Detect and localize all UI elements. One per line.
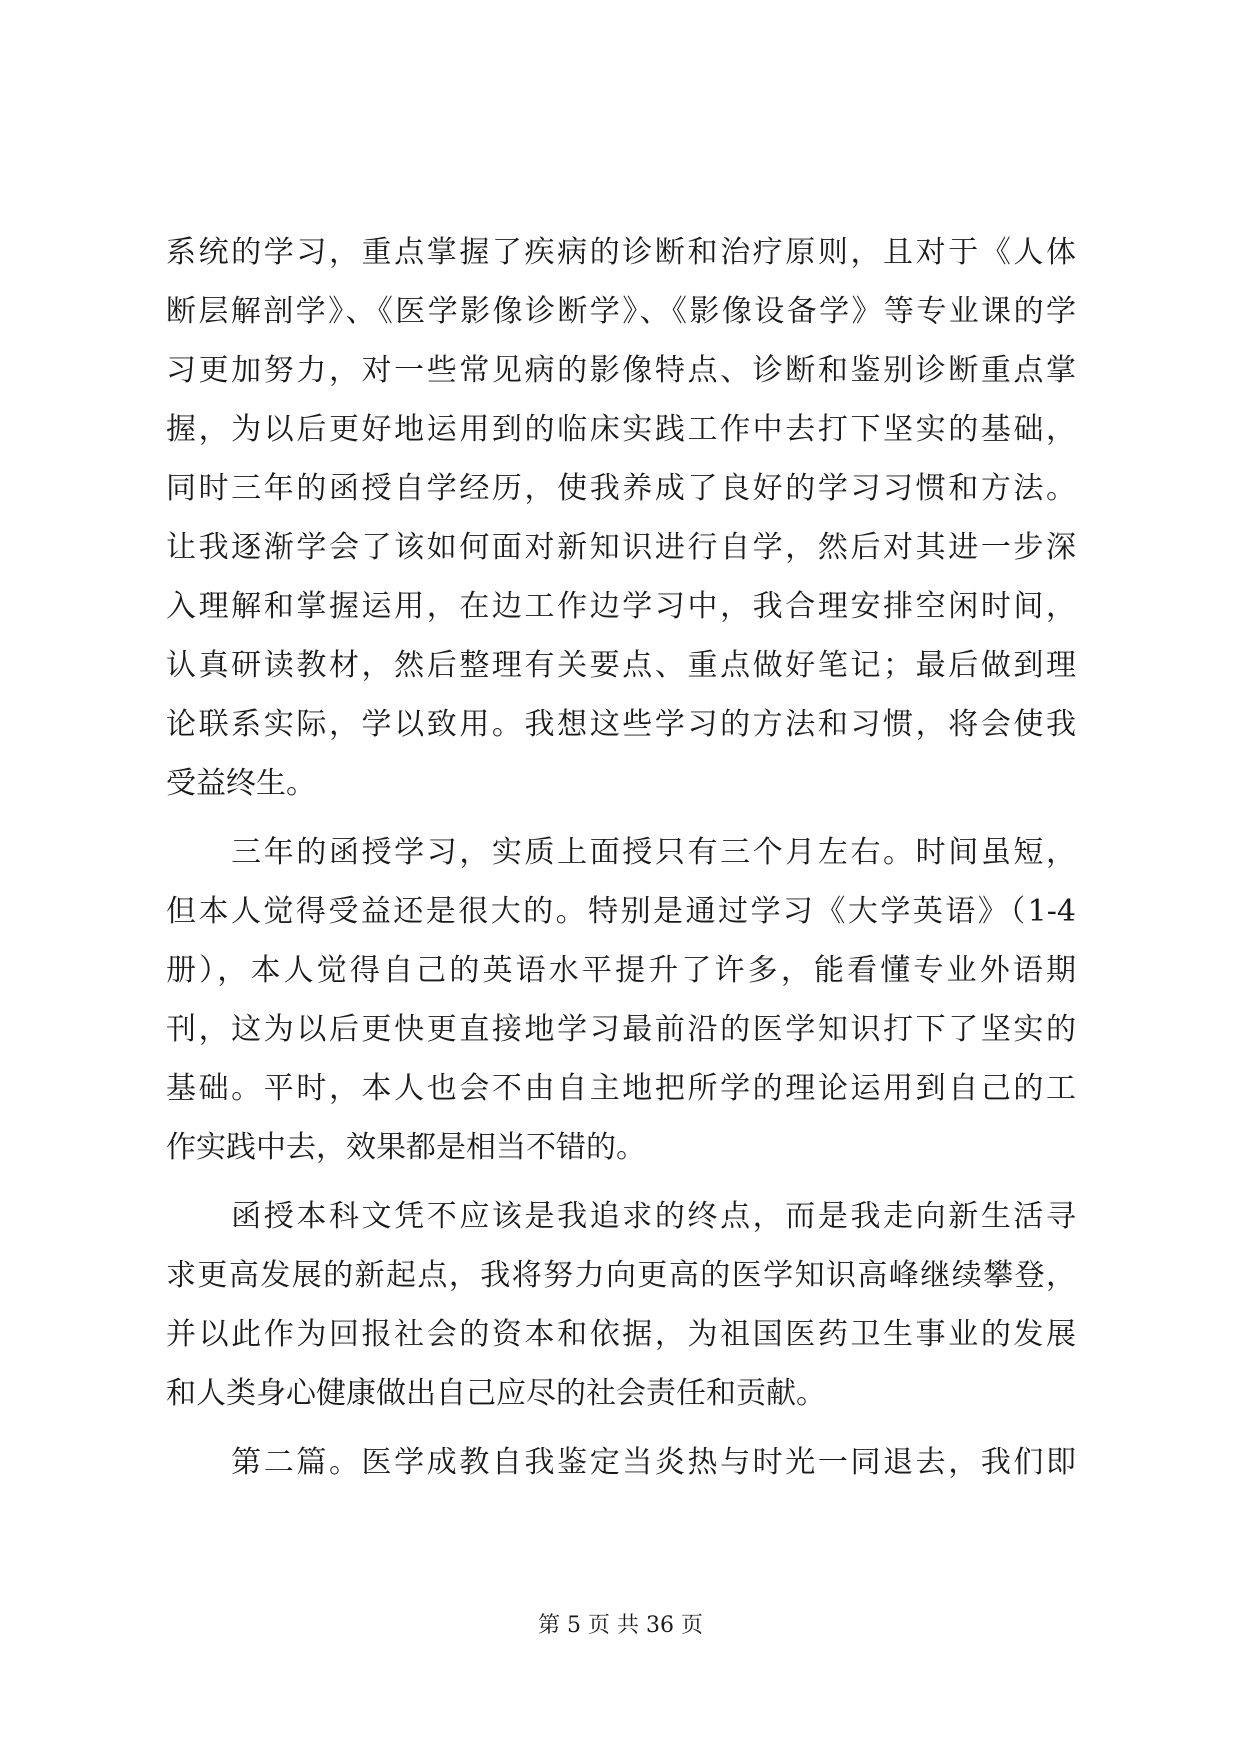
text-line: 第二篇。医学成教自我鉴定当炎热与时光一同退去，我们即 — [166, 1445, 1076, 1480]
page-number-footer: 第 5 页 共 36 页 — [538, 1613, 703, 1638]
paragraph — [166, 1187, 1076, 1423]
text-line: 论联系实际，学以致用。我想这些学习的方法和习惯，将会使我 — [166, 707, 1076, 742]
paragraph — [166, 823, 1076, 1177]
text-line: 握，为以后更好地运用到的临床实践工作中去打下坚实的基础， — [166, 412, 1076, 447]
text-line: 册），本人觉得自己的英语水平提升了许多，能看懂专业外语期 — [166, 953, 1076, 988]
text-line: 并以此作为回报社会的资本和依据，为祖国医药卫生事业的发展 — [166, 1317, 1076, 1352]
text-line: 入理解和掌握运用，在边工作边学习中，我合理安排空闲时间， — [166, 589, 1076, 624]
text-line: 求更高发展的新起点，我将努力向更高的医学知识高峰继续攀登， — [166, 1258, 1076, 1293]
text-line: 但本人觉得受益还是很大的。特别是通过学习《大学英语》（1-4 — [166, 894, 1076, 929]
text-line: 刊，这为以后更快更直接地学习最前沿的医学知识打下了坚实的 — [166, 1012, 1076, 1047]
text-line: 习更加努力，对一些常见病的影像特点、诊断和鉴别诊断重点掌 — [166, 353, 1076, 388]
text-line: 三年的函授学习，实质上面授只有三个月左右。时间虽短， — [166, 835, 1076, 870]
text-line: 基础。平时，本人也会不由自主地把所学的理论运用到自己的工 — [166, 1071, 1076, 1106]
text-line: 和人类身心健康做出自己应尽的社会责任和贡献。 — [166, 1376, 826, 1411]
text-line: 断层解剖学》、《医学影像诊断学》、《影像设备学》等专业课的学 — [166, 294, 1076, 329]
text-line: 受益终生。 — [166, 766, 316, 801]
text-line: 系统的学习，重点掌握了疾病的诊断和治疗原则，且对于《人体 — [166, 235, 1076, 270]
text-line: 作实践中去，效果都是相当不错的。 — [166, 1130, 646, 1165]
paragraph — [166, 1433, 1076, 1492]
text-line: 同时三年的函授自学经历，使我养成了良好的学习习惯和方法。 — [166, 471, 1076, 506]
text-line: 认真研读教材，然后整理有关要点、重点做好笔记；最后做到理 — [166, 648, 1076, 683]
document-body — [166, 223, 1076, 1492]
text-line: 函授本科文凭不应该是我追求的终点，而是我走向新生活寻 — [166, 1199, 1076, 1234]
text-line: 让我逐渐学会了该如何面对新知识进行自学，然后对其进一步深 — [166, 530, 1076, 565]
paragraph — [166, 223, 1076, 813]
